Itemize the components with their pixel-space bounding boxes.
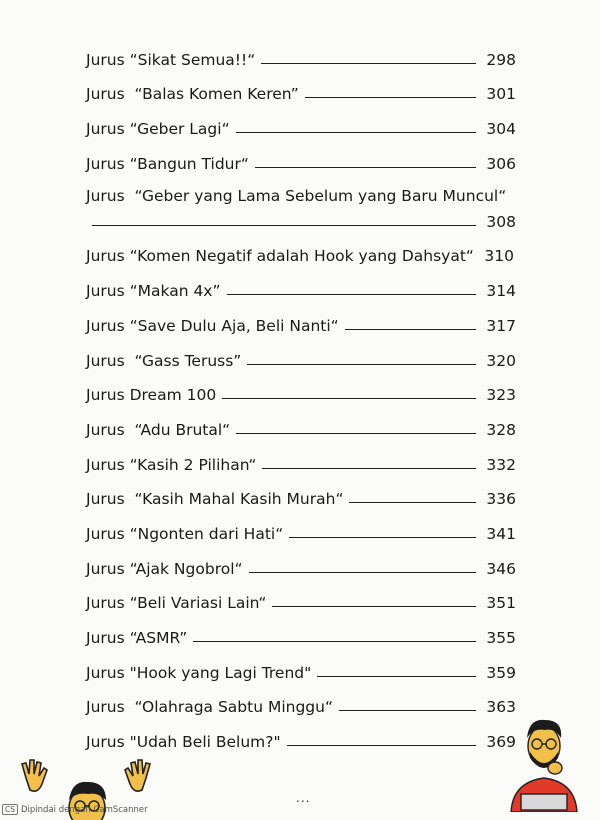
toc-leader-line	[349, 502, 476, 503]
scanner-watermark	[2, 804, 148, 815]
toc-entry-title: Jurus “Gass Teruss”	[86, 351, 242, 370]
toc-entry	[86, 612, 516, 647]
toc-entry-title: Jurus “Olahraga Sabtu Minggu“	[86, 698, 334, 717]
toc-entry-page: 336	[486, 490, 516, 509]
toc-leader-line	[236, 433, 476, 434]
toc-entry-page: 306	[486, 154, 516, 173]
toc-entry	[86, 578, 516, 613]
toc-leader-line	[317, 676, 476, 677]
toc-entry	[86, 647, 516, 682]
toc-entry-page: 314	[486, 282, 516, 301]
toc-entry-title: Jurus “ASMR”	[86, 629, 188, 647]
toc-entry-page: 341	[486, 524, 516, 543]
toc-entry-page: 320	[486, 351, 516, 370]
toc-entry-page: 355	[486, 629, 516, 647]
toc-entry-title: Jurus “Komen Negatif adalah Hook yang Dahsyat“	[86, 247, 474, 266]
toc-entry-page: 328	[486, 420, 516, 439]
toc-entry-title: Jurus "Udah Beli Belum?"	[86, 733, 281, 752]
toc-entry	[86, 474, 516, 509]
toc-entry-title: Jurus “Ajak Ngobrol“	[86, 559, 243, 578]
toc-entry	[86, 138, 516, 173]
toc-leader-line	[261, 63, 476, 64]
toc-entry-page: 351	[486, 594, 516, 613]
toc-entry-title: Jurus “Beli Variasi Lain“	[86, 594, 267, 613]
toc-leader-line	[255, 167, 476, 168]
camscanner-logo: CS	[2, 804, 18, 815]
toc-leader-line	[249, 572, 476, 573]
toc-entry-title: Jurus “Save Dulu Aja, Beli Nanti“	[86, 316, 339, 335]
toc-entry	[86, 508, 516, 543]
toc-entry	[86, 682, 516, 717]
toc-leader-line	[305, 97, 476, 98]
toc-leader-line	[92, 225, 476, 226]
toc-entry	[86, 716, 516, 751]
toc-entry	[86, 543, 516, 578]
toc-entry-page: 369	[486, 733, 516, 752]
toc-entry-page: 332	[486, 455, 516, 474]
toc-entry-page: 363	[486, 698, 516, 717]
toc-entry-page: 317	[486, 316, 516, 335]
toc-entry-page: 310	[484, 247, 514, 266]
toc-entry-leader-row	[86, 213, 516, 231]
toc-leader-line	[193, 641, 476, 642]
page-ornament-dots: ...	[296, 791, 311, 805]
toc-leader-line	[289, 537, 476, 538]
toc-entry	[86, 404, 516, 439]
toc-entry-title: Jurus “Geber yang Lama Sebelum yang Baru Muncul“	[86, 186, 507, 205]
toc-entry	[86, 34, 516, 69]
toc-entry-title: Jurus “Sikat Semua!!“	[86, 50, 256, 69]
table-of-contents	[86, 34, 516, 751]
toc-entry	[86, 335, 516, 370]
toc-entry	[86, 231, 516, 266]
toc-entry-title: Jurus "Hook yang Lagi Trend"	[86, 663, 312, 682]
toc-entry	[86, 370, 516, 405]
toc-entry-title: Jurus “Kasih Mahal Kasih Murah“	[86, 490, 344, 509]
toc-entry-title: Jurus “Kasih 2 Pilihan“	[86, 455, 257, 474]
toc-entry	[86, 69, 516, 104]
cartoon-thinking-man-icon	[505, 712, 583, 812]
toc-entry-page: 301	[486, 85, 516, 104]
toc-entry	[86, 265, 516, 300]
toc-entry-title: Jurus “Balas Komen Keren”	[86, 85, 299, 104]
scanner-text: Dipindai dengan CamScanner	[21, 804, 148, 815]
toc-entry-page: 304	[486, 120, 516, 139]
toc-leader-line	[222, 398, 476, 399]
toc-entry-title: Jurus “Geber Lagi“	[86, 120, 230, 139]
toc-entry-title: Jurus “Bangun Tidur“	[86, 154, 249, 173]
toc-entry-page: 346	[486, 559, 516, 578]
toc-entry	[86, 300, 516, 335]
toc-leader-line	[339, 710, 476, 711]
toc-entry-page: 359	[486, 663, 516, 682]
toc-entry-page: 298	[486, 50, 516, 69]
toc-entry-page: 323	[486, 386, 516, 405]
toc-leader-line	[247, 364, 476, 365]
toc-entry-title: Jurus “Makan 4x”	[86, 282, 221, 301]
toc-entry-title: Jurus “Ngonten dari Hati“	[86, 524, 284, 543]
toc-leader-line	[287, 745, 476, 746]
toc-leader-line	[345, 329, 476, 330]
toc-entry-title: Jurus Dream 100	[86, 386, 217, 405]
toc-leader-line	[227, 294, 476, 295]
toc-entry-page: 308	[486, 212, 516, 231]
toc-entry	[86, 103, 516, 138]
toc-leader-line	[272, 606, 476, 607]
toc-leader-line	[262, 468, 476, 469]
toc-leader-line	[236, 132, 476, 133]
toc-entry	[86, 173, 516, 231]
toc-entry	[86, 439, 516, 474]
toc-entry-title: Jurus “Adu Brutal“	[86, 420, 231, 439]
